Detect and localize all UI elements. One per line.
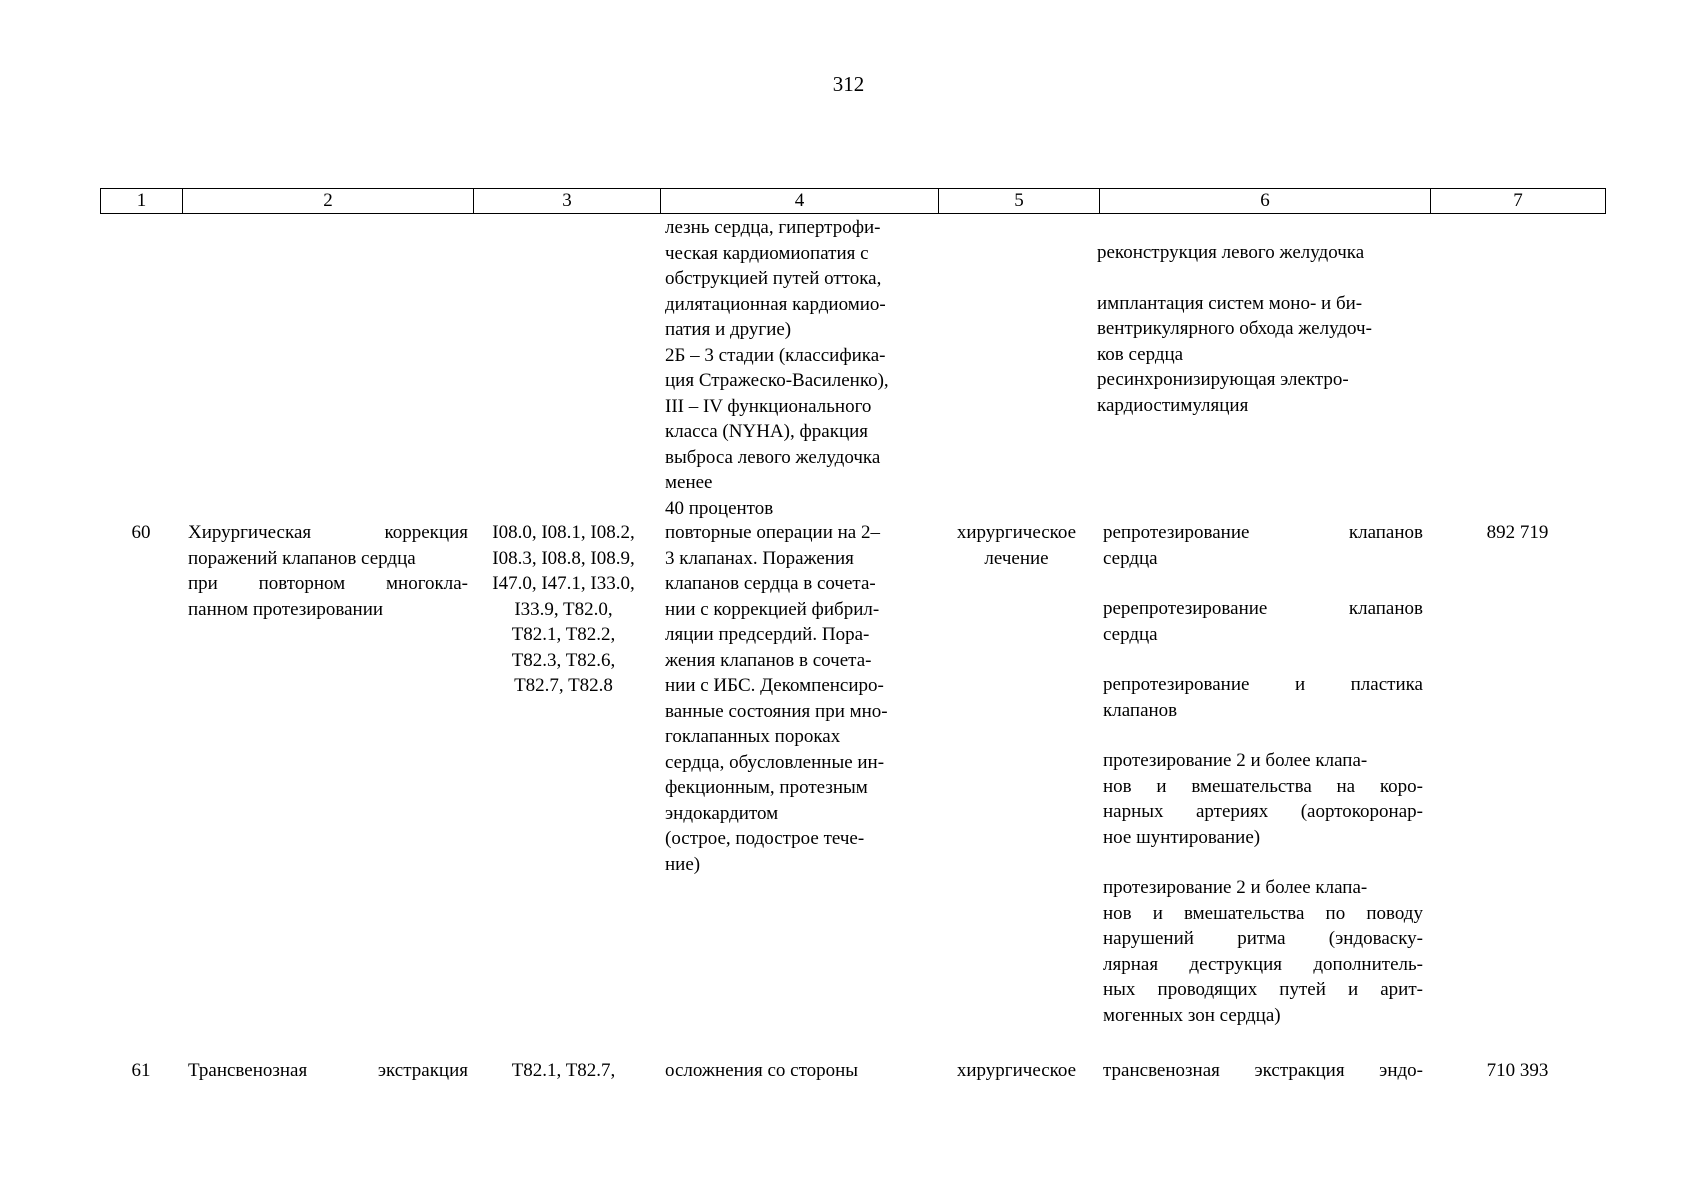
code-line: T82.1, T82.2, (511, 624, 616, 645)
row-60-diagnosis (665, 520, 940, 877)
word: нов (1103, 775, 1132, 797)
column-header: 6 (1100, 189, 1431, 214)
text-line (188, 1058, 468, 1084)
word: и (1347, 979, 1359, 1000)
word: и (1156, 775, 1167, 797)
text-line (1103, 748, 1423, 774)
word: по (1325, 902, 1346, 924)
word: клапанов (1348, 598, 1423, 619)
code-line: I33.9, T82.0, (514, 598, 613, 620)
word: и (1294, 674, 1306, 695)
word: деструкция (1189, 953, 1283, 975)
text-line (1103, 799, 1423, 825)
word: клапанов (1103, 699, 1178, 721)
text-line: нии с ИБС. Декомпенсиро- (665, 675, 884, 696)
row-61-name (188, 1058, 468, 1084)
word: трансвенозная (1103, 1060, 1220, 1081)
column-header: 5 (939, 189, 1100, 214)
word: арит- (1380, 979, 1423, 1000)
text-line (1103, 1003, 1423, 1029)
text-line (1103, 774, 1423, 800)
page-number: 312 (832, 72, 865, 96)
text-line (1103, 901, 1423, 927)
word: артериях (1195, 801, 1269, 822)
word: эндо- (1379, 1060, 1423, 1081)
word: клапанов (1348, 522, 1423, 543)
continuation-diagnosis-text (665, 215, 940, 521)
text-line (1103, 622, 1423, 648)
row-60-codes (470, 520, 657, 699)
word: путей (1279, 979, 1326, 1000)
method-paragraph (1103, 875, 1423, 1028)
row-61-number: 61 (131, 1060, 151, 1081)
continuation-methods-text (1097, 240, 1427, 418)
text-line: (острое, подострое тече- (665, 828, 865, 849)
text-line: дилятационная кардиомио- (665, 293, 886, 315)
word: протезирование 2 и более клапа- (1103, 750, 1368, 771)
row-60-name (188, 520, 468, 622)
text-line: патия и другие) (665, 319, 792, 340)
column-header: 1 (101, 189, 183, 214)
text-line: нии с коррекцией фибрил- (665, 598, 880, 620)
text-line: обструкцией путей оттока, (665, 268, 882, 289)
word: проводящих (1157, 979, 1258, 1000)
word: нарушений (1103, 928, 1194, 949)
column-header: 4 (661, 189, 939, 214)
row-60-methods (1103, 520, 1423, 1028)
text-line (1103, 952, 1423, 978)
text-line: повторные операции на 2– (665, 522, 880, 543)
row-60-number: 60 (131, 522, 151, 543)
word: ных (1103, 979, 1136, 1000)
word: репротезирование (1103, 674, 1250, 695)
word: при (188, 573, 218, 594)
row-61-codes: T82.1, T82.7, (511, 1060, 616, 1081)
column-header-row (101, 189, 1606, 214)
code-line: T82.7, T82.8 (514, 675, 613, 696)
word: сердца (1103, 623, 1158, 645)
method-paragraph (1103, 748, 1423, 850)
word: вмешательства (1184, 902, 1305, 924)
text-line (1103, 698, 1423, 724)
text-line: класса (NYHA), фракция (665, 421, 869, 442)
word: дополнитель- (1313, 953, 1423, 975)
row-61-treatment-type: хирургическое (956, 1060, 1077, 1081)
text-line (1103, 596, 1423, 622)
code-line: I47.0, I47.1, I33.0, (492, 573, 635, 594)
text-line: реконструкция левого желудочка (1097, 242, 1365, 263)
word: повторном (258, 573, 346, 594)
text-line: 40 процентов (665, 497, 774, 519)
word: поражений клапанов сердца (188, 547, 416, 569)
word: ререпротезирование (1103, 598, 1268, 619)
row-60-cost: 892 719 (1486, 522, 1549, 543)
text-line: ресинхронизирующая электро- (1097, 369, 1349, 390)
column-header: 3 (474, 189, 661, 214)
column-header: 2 (183, 189, 474, 214)
text-line: ческая кардиомиопатия с (665, 242, 869, 264)
word: могенных зон сердца) (1103, 1004, 1281, 1026)
text-line (188, 546, 468, 572)
word: и (1152, 902, 1163, 924)
text-line (1103, 875, 1423, 901)
method-paragraph (1103, 596, 1423, 647)
column-header-table (100, 188, 1606, 214)
word: экстракция (1254, 1060, 1345, 1081)
word: на (1336, 775, 1356, 797)
row-60-treatment-type (936, 520, 1097, 571)
word: (аортокоронар- (1300, 801, 1423, 822)
word: ритма (1237, 928, 1286, 949)
text-line (1103, 1058, 1423, 1084)
text-line: ванные состояния при мно- (665, 700, 888, 722)
text-line (1103, 672, 1423, 698)
word: экстракция (377, 1060, 468, 1081)
text-line: сердца, обусловленные ин- (665, 751, 885, 773)
text-line: лезнь сердца, гипертрофи- (665, 217, 881, 238)
word: коррекция (384, 522, 468, 543)
word: репротезирование (1103, 522, 1250, 543)
text-line: имплантация систем моно- и би- (1097, 292, 1363, 314)
row-61-methods (1103, 1058, 1423, 1084)
method-paragraph (1103, 520, 1423, 571)
text-line (188, 520, 468, 546)
word: ное шунтирование) (1103, 826, 1261, 848)
word: лярная (1103, 953, 1159, 975)
code-line: T82.3, T82.6, (511, 649, 616, 671)
word: сердца (1103, 547, 1158, 569)
text-line: жения клапанов в сочета- (665, 649, 872, 671)
method-paragraph (1097, 240, 1427, 266)
text-line: ция Стражеско-Василенко), (665, 370, 889, 391)
text-line (1103, 977, 1423, 1003)
text-line: лечение (984, 547, 1049, 569)
word: нарных (1103, 801, 1164, 822)
row-61-cost: 710 393 (1486, 1060, 1549, 1081)
word: многокла- (386, 573, 468, 594)
word: Трансвенозная (188, 1060, 308, 1081)
text-line: клапанов сердца в сочета- (665, 573, 876, 594)
method-paragraph (1097, 291, 1427, 368)
text-line: III – IV функционального (665, 395, 872, 417)
word: нов (1103, 902, 1132, 924)
word: протезирование 2 и более клапа- (1103, 877, 1368, 898)
text-line (1103, 926, 1423, 952)
text-line: хирургическое (956, 522, 1077, 543)
text-line: ков сердца (1097, 343, 1184, 365)
code-line: I08.0, I08.1, I08.2, (492, 522, 635, 543)
text-line: гоклапанных пороках (665, 726, 841, 747)
text-line: фекционным, протезным (665, 777, 868, 798)
row-61-diagnosis: осложнения со стороны (665, 1060, 859, 1081)
text-line: кардиостимуляция (1097, 394, 1249, 416)
word: (эндоваску- (1328, 928, 1423, 949)
word: Хирургическая (188, 522, 312, 543)
text-line (1103, 546, 1423, 572)
word: вмешательства (1191, 775, 1312, 797)
method-paragraph (1097, 367, 1427, 418)
text-line (1103, 520, 1423, 546)
text-line: эндокардитом (665, 802, 779, 824)
text-line: менее (665, 472, 713, 493)
word: панном протезировании (188, 598, 384, 620)
text-line: вентрикулярного обхода желудоч- (1097, 318, 1372, 339)
text-line: ние) (665, 853, 701, 875)
column-header: 7 (1431, 189, 1606, 214)
word: пластика (1350, 674, 1423, 695)
method-paragraph (1103, 672, 1423, 723)
word: поводу (1366, 902, 1423, 924)
text-line: ляции предсердий. Пора- (665, 624, 870, 645)
text-line: 3 клапанах. Поражения (665, 547, 854, 569)
text-line: выброса левого желудочка (665, 446, 881, 468)
text-line: 2Б – 3 стадии (классифика- (665, 344, 886, 366)
text-line (188, 571, 468, 597)
text-line (1103, 825, 1423, 851)
text-line (188, 597, 468, 623)
code-line: I08.3, I08.8, I08.9, (492, 547, 635, 569)
word: коро- (1379, 775, 1423, 797)
